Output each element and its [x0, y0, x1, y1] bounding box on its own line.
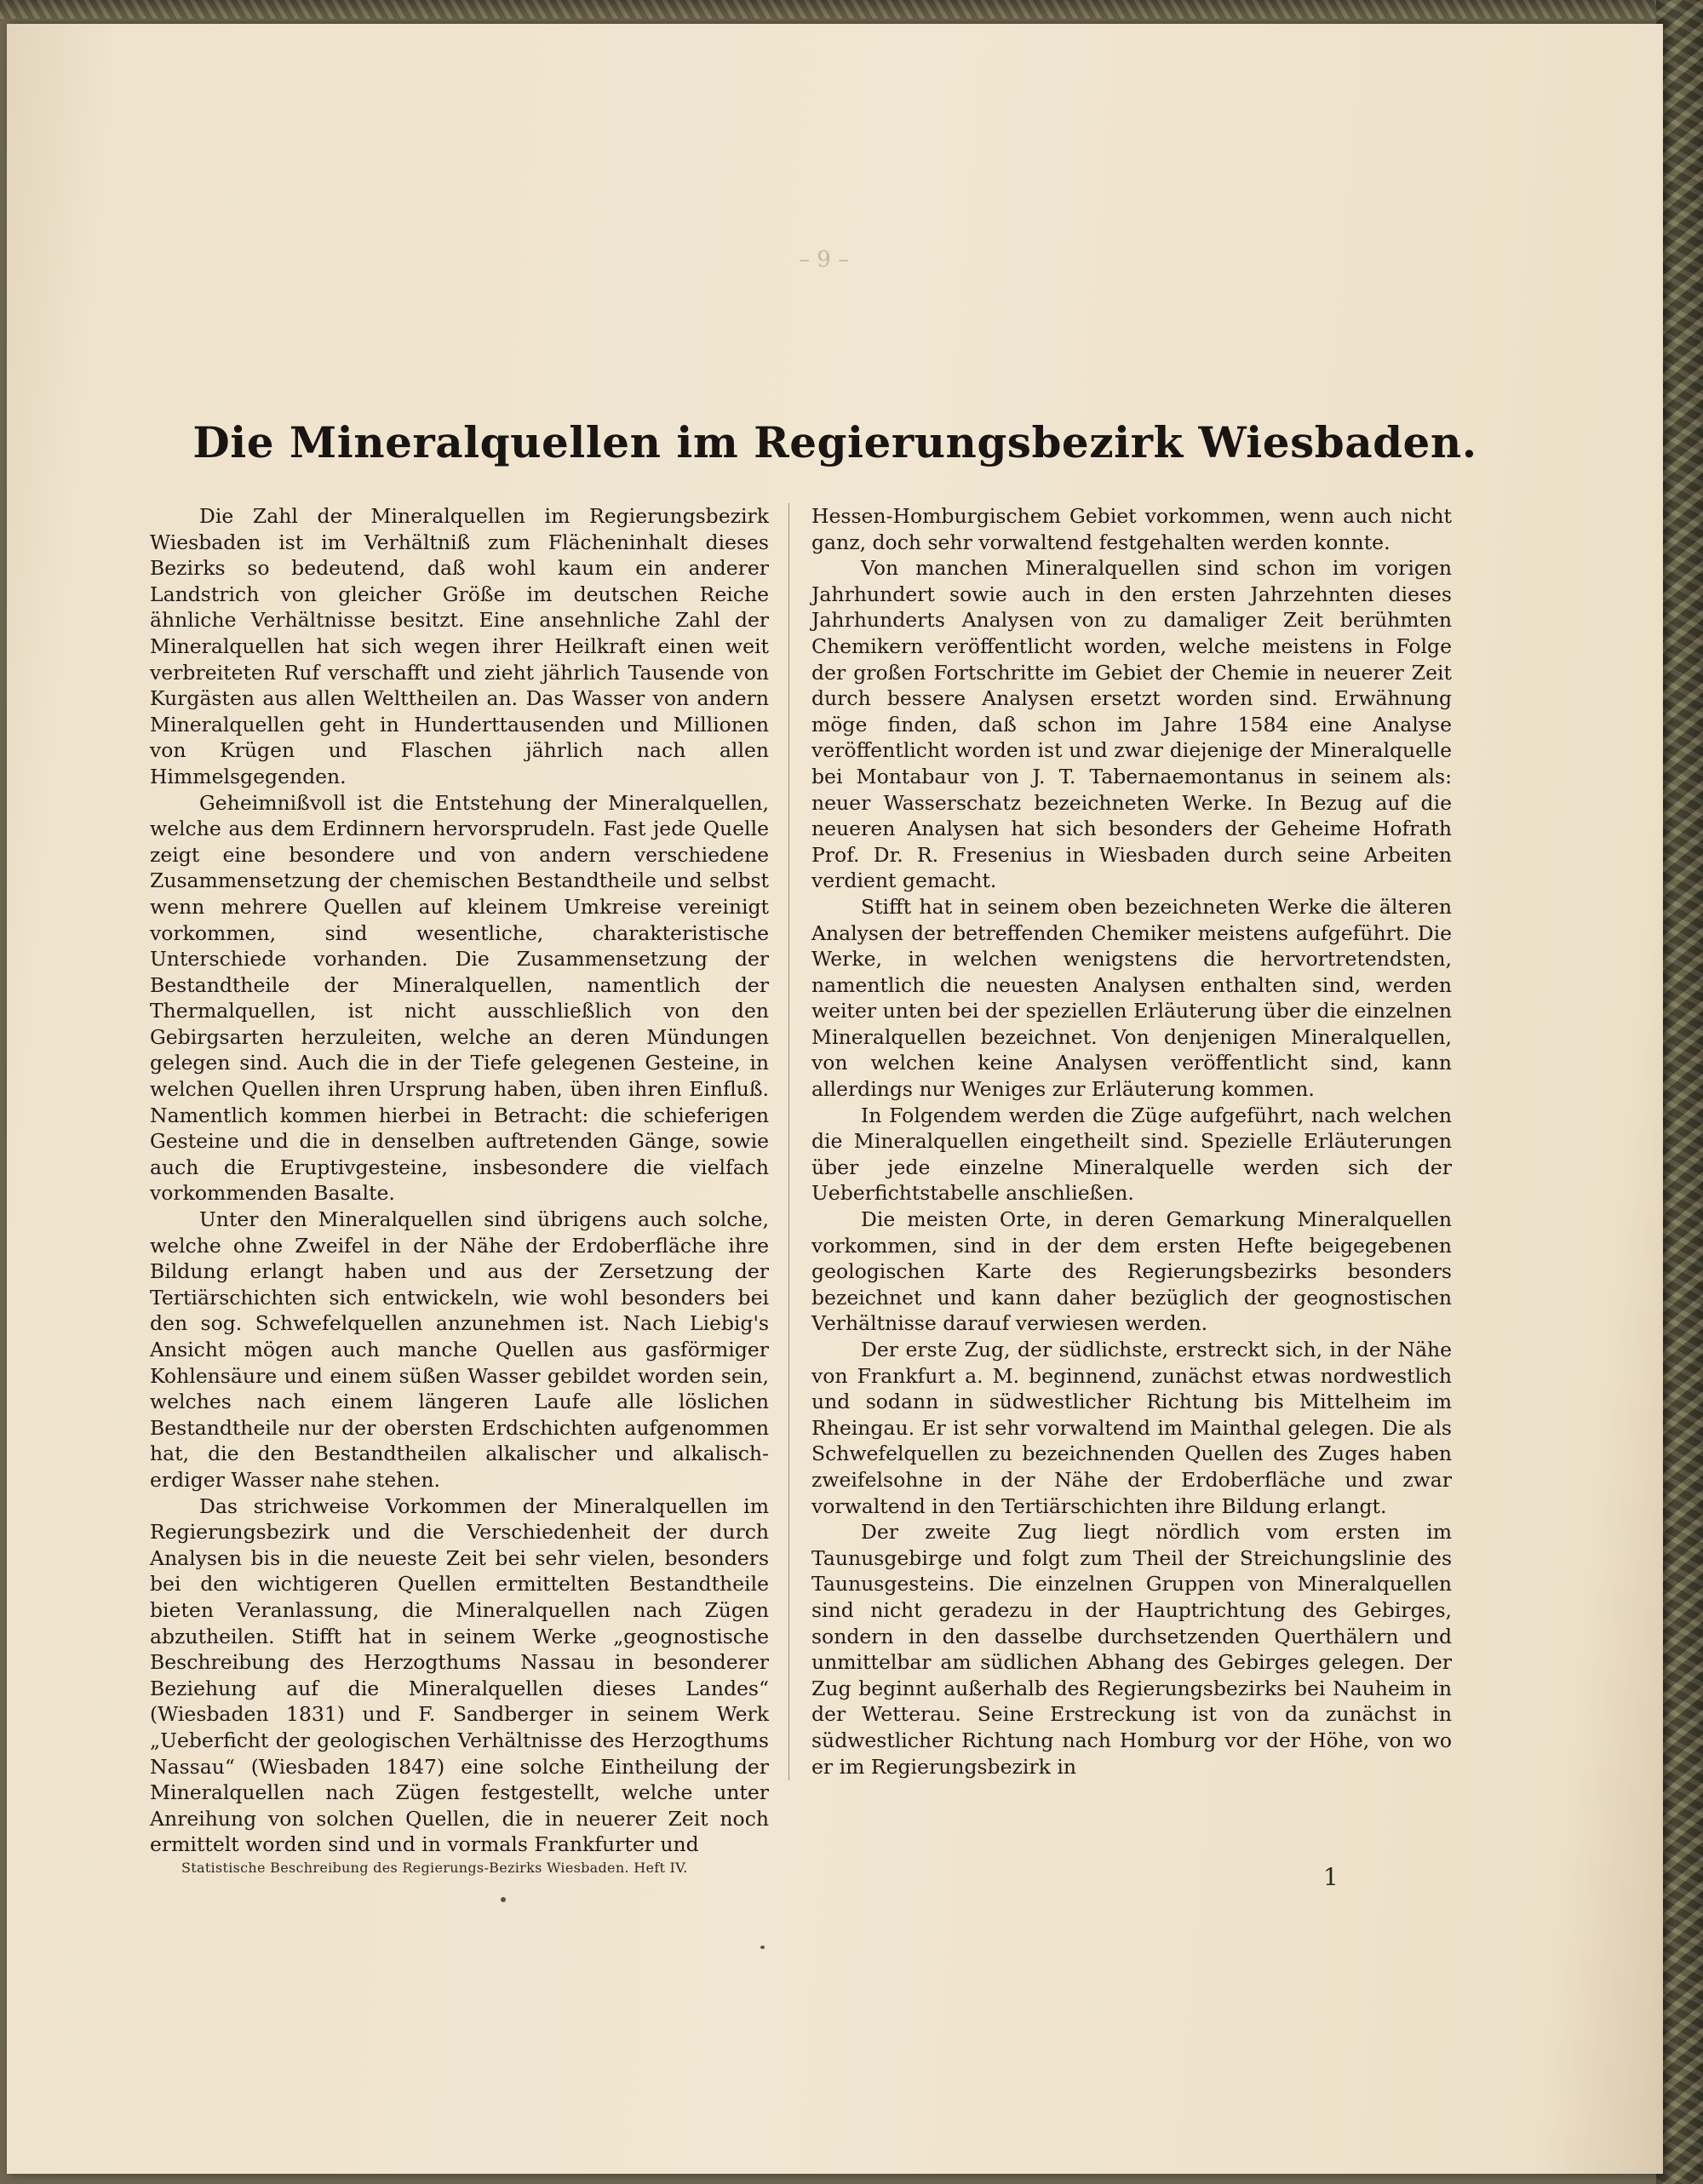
paragraph: Hessen-Homburgischem Gebiet vorkommen, wenn auch nicht ganz, doch sehr vorwaltend festgehalten werden konnte.: [811, 504, 1452, 554]
paragraph: Unter den Mineralquellen sind übrigens auch solche, welche ohne Zweifel in der Nähe der Erdoberfläche ihre Bildung erlangt haben und aus der Zersetzung der Tertiärschichten sich entwickeln, wie wohl besonders bei den sog. Schwefelquellen anzunehmen ist. Nach Liebig's Ansicht mögen auch manche Quellen aus gasförmiger Kohlensäure und einem süßen Wasser gebildet worden sein, welches nach einem längeren Laufe alle löslichen Bestandtheile nur der obersten Erdschichten aufgenommen hat, die den Bestandtheilen alkalischer und alkalisch-erdiger Wasser nahe stehen.: [150, 1207, 769, 1492]
column-divider: [788, 503, 789, 1780]
text-column-left: [150, 503, 769, 1858]
paragraph: Die meisten Orte, in deren Gemarkung Mineralquellen vorkommen, sind in der dem ersten Hefte beigegebenen geologischen Karte des Regierungsbezirks besonders bezeichnet und kann daher bezüglich der geognostischen Verhältnisse darauf verwiesen werden.: [811, 1207, 1452, 1336]
text-column-right: [811, 503, 1452, 1780]
paragraph: Der erste Zug, der südlichste, erstreckt sich, in der Nähe von Frankfurt a. M. beginnend, zunächst etwas nordwestlich und sodann in südwestlicher Richtung bis Mittelheim im Rheingau. Er ist sehr vorwaltend im Mainthal gelegen. Die als Schwefelquellen zu bezeichnenden Quellen des Zuges haben zweifelsohne in der Nähe der Erdoberfläche und zwar vorwaltend in den Tertiärschichten ihre Bildung erlangt.: [811, 1338, 1452, 1518]
page-title: Die Mineralquellen im Regierungsbezirk Wiesbaden.: [192, 417, 1477, 467]
book-edge-top: [0, 0, 1703, 19]
paragraph: Geheimnißvoll ist die Entstehung der Mineralquellen, welche aus dem Erdinnern hervorsprudeln. Fast jede Quelle zeigt eine besondere und von andern verschiedene Zusammensetzung der chemischen Bestandtheile und selbst wenn mehrere Quellen auf kleinem Umkreise vereinigt vorkommen, sind wesentliche, charakteristische Unterschiede vorhanden. Die Zusammensetzung der Bestandtheile der Mineralquellen, namentlich der Thermalquellen, ist nicht ausschließlich von den Gebirgsarten herzuleiten, welche an deren Mündungen gelegen sind. Auch die in der Tiefe gelegenen Gesteine, in welchen Quellen ihren Ursprung haben, üben ihren Einfluß. Namentlich kommen hierbei in Betracht: die schieferigen Gesteine und die in denselben auftretenden Gänge, sowie auch die Eruptivgesteine, insbesondere die vielfach vorkommenden Basalte.: [150, 790, 769, 1206]
paper-speck: [501, 1897, 506, 1902]
book-edge-marbled: [1656, 0, 1703, 2184]
paper-speck: [760, 1946, 765, 1949]
paragraph: Von manchen Mineralquellen sind schon im vorigen Jahrhundert sowie auch in den ersten Jahrzehnten dieses Jahrhunderts Analysen von zu damaliger Zeit berühmten Chemikern veröffentlicht worden, welche meistens in Folge der großen Fortschritte im Gebiet der Chemie in neuerer Zeit durch bessere Analysen ersetzt worden sind. Erwähnung möge finden, daß schon im Jahre 1584 eine Analyse veröffentlicht worden ist und zwar diejenige der Mineralquelle bei Montabaur von J. T. Tabernaemontanus in seinem als: neuer Wasserschatz bezeichneten Werke. In Bezug auf die neueren Analysen hat sich besonders der Geheime Hofrath Prof. Dr. R. Fresenius in Wiesbaden durch seine Arbeiten verdient gemacht.: [811, 556, 1452, 893]
footnote: Statistische Beschreibung des Regierungs-Bezirks Wiesbaden. Heft IV.: [181, 1860, 688, 1876]
paragraph: In Folgendem werden die Züge aufgeführt, nach welchen die Mineralquellen eingetheilt sind. Spezielle Erläuterungen über jede einzelne Mineralquelle werden sich der Ueberfichtstabelle anschließen.: [811, 1103, 1452, 1206]
paragraph: Die Zahl der Mineralquellen im Regierungsbezirk Wiesbaden ist im Verhältniß zum Flächeninhalt dieses Bezirks so bedeutend, daß wohl kaum ein anderer Landstrich von gleicher Größe im deutschen Reiche ähnliche Verhältnisse besitzt. Eine ansehnliche Zahl der Mineralquellen hat sich wegen ihrer Heilkraft einen weit verbreiteten Ruf verschafft und zieht jährlich Tausende von Kurgästen aus allen Welttheilen an. Das Wasser von andern Mineralquellen geht in Hunderttausenden und Millionen von Krügen und Flaschen jährlich nach allen Himmelsgegenden.: [150, 504, 769, 788]
page-sheet: [7, 24, 1663, 2174]
paragraph: Der zweite Zug liegt nördlich vom ersten im Taunusgebirge und folgt zum Theil der Streichungslinie des Taunusgesteins. Die einzelnen Gruppen von Mineralquellen sind nicht geradezu in der Hauptrichtung des Gebirges, sondern in den dasselbe durchsetzenden Querthälern und unmittelbar am südlichen Abhang des Gebirges gelegen. Der Zug beginnt außerhalb des Regierungsbezirks bei Nauheim in der Wetterau. Seine Erstreckung ist von da zunächst in südwestlicher Richtung nach Homburg vor der Höhe, von wo er im Regierungsbezirk in: [811, 1520, 1452, 1779]
page-number-faint: – 9 –: [799, 247, 850, 272]
paragraph: Das strichweise Vorkommen der Mineralquellen im Regierungsbezirk und die Verschiedenheit der durch Analysen bis in die neueste Zeit bei sehr vielen, besonders bei den wichtigeren Quellen ermittelten Bestandtheile bieten Veranlassung, die Mineralquellen nach Zügen abzutheilen. Stifft hat in seinem Werke „geognostische Beschreibung des Herzogthums Nassau in besonderer Beziehung auf die Mineralquellen dieses Landes“ (Wiesbaden 1831) und F. Sandberger in seinem Werk „Ueberficht der geologischen Verhältnisse des Herzogthums Nassau“ (Wiesbaden 1847) eine solche Eintheilung der Mineralquellen nach Zügen festgestellt, welche unter Anreihung von solchen Quellen, die in neuerer Zeit noch ermittelt worden sind und in vormals Frankfurter und: [150, 1493, 769, 1857]
signature-mark: 1: [1323, 1863, 1339, 1891]
paragraph: Stifft hat in seinem oben bezeichneten Werke die älteren Analysen der betreffenden Chemiker meistens aufgeführt. Die Werke, in welchen wenigstens die hervortretendsten, namentlich die neuesten Analysen enthalten sind, werden weiter unten bei der speziellen Erläuterung über die einzelnen Mineralquellen bezeichnet. Von denjenigen Mineralquellen, von welchen keine Analysen veröffentlicht sind, kann allerdings nur Weniges zur Erläuterung kommen.: [811, 894, 1452, 1102]
